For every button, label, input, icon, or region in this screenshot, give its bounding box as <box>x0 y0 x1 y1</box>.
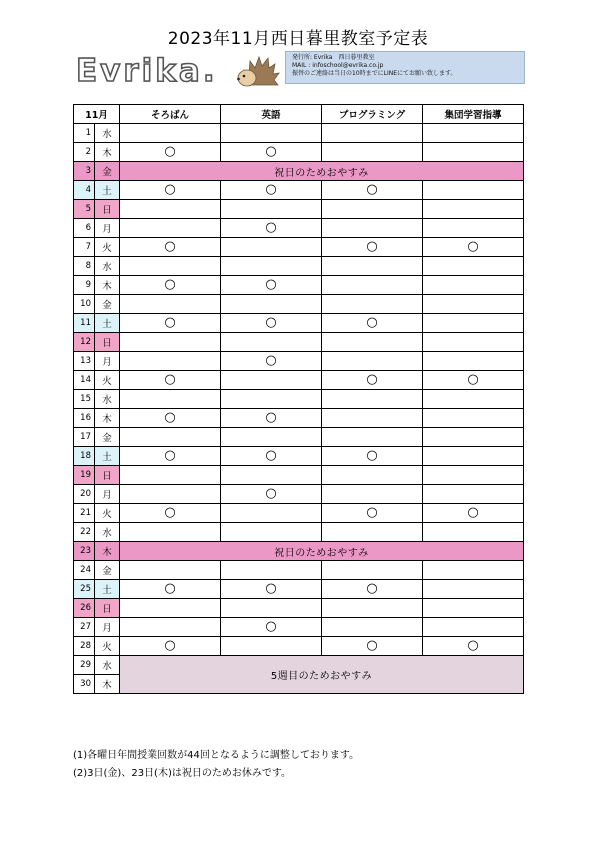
programming-cell <box>322 276 423 295</box>
day-number: 26 <box>74 599 95 618</box>
table-row <box>74 314 524 333</box>
class-mark-icon: ○ <box>366 447 378 463</box>
soroban-cell <box>120 124 221 143</box>
day-number: 11 <box>74 314 95 333</box>
weekday: 土 <box>95 447 120 466</box>
weekday: 火 <box>95 637 120 656</box>
day-number: 30 <box>74 675 95 694</box>
holiday-closed-cell: 祝日のためおやすみ <box>120 162 524 181</box>
page-title: 2023年11月西日暮里教室予定表 <box>167 29 429 49</box>
class-mark-icon: ○ <box>467 637 479 653</box>
weekday: 金 <box>95 162 120 181</box>
programming-cell <box>322 409 423 428</box>
header-row <box>74 105 524 124</box>
english-cell <box>221 618 322 637</box>
class-mark-icon: ○ <box>366 637 378 653</box>
soroban-cell <box>120 143 221 162</box>
english-cell <box>221 181 322 200</box>
day-number: 29 <box>74 656 95 675</box>
table-row <box>74 485 524 504</box>
group-study-cell <box>423 447 524 466</box>
soroban-cell <box>120 485 221 504</box>
english-cell <box>221 276 322 295</box>
month-header: 11月 <box>74 105 120 124</box>
table-row <box>74 466 524 485</box>
weekday: 水 <box>95 523 120 542</box>
english-cell <box>221 599 322 618</box>
class-mark-icon: ○ <box>265 276 277 292</box>
english-cell <box>221 561 322 580</box>
english-cell <box>221 295 322 314</box>
table-row <box>74 371 524 390</box>
weekday: 月 <box>95 352 120 371</box>
class-mark-icon: ○ <box>164 238 176 254</box>
table-row <box>74 181 524 200</box>
programming-cell <box>322 637 423 656</box>
table-row <box>74 504 524 523</box>
table-row <box>74 295 524 314</box>
day-number: 16 <box>74 409 95 428</box>
soroban-cell <box>120 257 221 276</box>
day-number: 17 <box>74 428 95 447</box>
soroban-cell <box>120 447 221 466</box>
class-mark-icon: ○ <box>164 580 176 596</box>
class-mark-icon: ○ <box>164 276 176 292</box>
programming-cell <box>322 447 423 466</box>
weekday: 月 <box>95 219 120 238</box>
table-row <box>74 561 524 580</box>
class-mark-icon: ○ <box>164 181 176 197</box>
info-box <box>285 51 525 84</box>
table-row <box>74 276 524 295</box>
english-cell <box>221 257 322 276</box>
class-mark-icon: ○ <box>467 371 479 387</box>
fifth-week-closed-cell: 5週目のためおやすみ <box>120 656 524 694</box>
weekday: 木 <box>95 542 120 561</box>
weekday: 木 <box>95 409 120 428</box>
group-study-cell <box>423 523 524 542</box>
table-row <box>74 542 524 561</box>
english-cell <box>221 219 322 238</box>
class-mark-icon: ○ <box>467 504 479 520</box>
soroban-cell <box>120 409 221 428</box>
weekday: 日 <box>95 200 120 219</box>
day-number: 20 <box>74 485 95 504</box>
class-mark-icon: ○ <box>164 143 176 159</box>
day-number: 19 <box>74 466 95 485</box>
svg-text:Evrika.: Evrika. <box>76 53 218 88</box>
class-mark-icon: ○ <box>265 447 277 463</box>
programming-header: プログラミング <box>322 105 423 124</box>
table-row <box>74 580 524 599</box>
english-cell <box>221 390 322 409</box>
group-study-cell <box>423 485 524 504</box>
weekday: 月 <box>95 618 120 637</box>
group-study-cell <box>423 295 524 314</box>
class-mark-icon: ○ <box>265 143 277 159</box>
english-cell <box>221 580 322 599</box>
weekday: 土 <box>95 314 120 333</box>
day-number: 4 <box>74 181 95 200</box>
soroban-cell <box>120 295 221 314</box>
weekday: 日 <box>95 599 120 618</box>
publisher-line: 発行所: Evrika 西日暮里教室 <box>292 54 375 61</box>
group-study-cell <box>423 124 524 143</box>
english-cell <box>221 333 322 352</box>
table-row <box>74 409 524 428</box>
soroban-cell <box>120 219 221 238</box>
soroban-cell <box>120 580 221 599</box>
class-mark-icon: ○ <box>164 447 176 463</box>
programming-cell <box>322 523 423 542</box>
class-mark-icon: ○ <box>164 409 176 425</box>
programming-cell <box>322 618 423 637</box>
english-cell <box>221 124 322 143</box>
soroban-cell <box>120 200 221 219</box>
schedule-table <box>73 104 524 694</box>
group-study-cell <box>423 371 524 390</box>
transfer-notice-line: 振替のご連絡は当日の10時までにLINEにてお願い致します。 <box>292 70 457 77</box>
programming-cell <box>322 371 423 390</box>
programming-cell <box>322 314 423 333</box>
class-mark-icon: ○ <box>265 485 277 501</box>
day-number: 7 <box>74 238 95 257</box>
english-cell <box>221 314 322 333</box>
programming-cell <box>322 295 423 314</box>
group-study-cell <box>423 219 524 238</box>
group-study-cell <box>423 257 524 276</box>
table-row <box>74 618 524 637</box>
english-cell <box>221 523 322 542</box>
group-study-cell <box>423 637 524 656</box>
class-mark-icon: ○ <box>467 238 479 254</box>
programming-cell <box>322 390 423 409</box>
day-number: 27 <box>74 618 95 637</box>
class-mark-icon: ○ <box>366 238 378 254</box>
notes <box>73 747 359 783</box>
programming-cell <box>322 257 423 276</box>
note-1: (1)各曜日年間授業回数が44回となるように調整しております。 <box>73 750 360 761</box>
english-cell <box>221 637 322 656</box>
english-cell <box>221 238 322 257</box>
programming-cell <box>322 561 423 580</box>
class-mark-icon: ○ <box>265 352 277 368</box>
soroban-cell <box>120 314 221 333</box>
weekday: 木 <box>95 675 120 694</box>
class-mark-icon: ○ <box>164 637 176 653</box>
evrika-logo <box>74 52 284 88</box>
group-study-cell <box>423 618 524 637</box>
day-number: 14 <box>74 371 95 390</box>
class-mark-icon: ○ <box>265 314 277 330</box>
day-number: 28 <box>74 637 95 656</box>
weekday: 土 <box>95 181 120 200</box>
group-study-cell <box>423 428 524 447</box>
soroban-cell <box>120 276 221 295</box>
group-study-cell <box>423 466 524 485</box>
class-mark-icon: ○ <box>265 409 277 425</box>
group-study-cell <box>423 599 524 618</box>
class-mark-icon: ○ <box>366 504 378 520</box>
class-mark-icon: ○ <box>366 371 378 387</box>
note-2: (2)3日(金)、23日(木)は祝日のためお休みです。 <box>73 768 292 779</box>
group-study-cell <box>423 314 524 333</box>
programming-cell <box>322 428 423 447</box>
day-number: 22 <box>74 523 95 542</box>
class-mark-icon: ○ <box>265 219 277 235</box>
programming-cell <box>322 580 423 599</box>
class-mark-icon: ○ <box>265 181 277 197</box>
programming-cell <box>322 504 423 523</box>
group-study-cell <box>423 580 524 599</box>
programming-cell <box>322 200 423 219</box>
table-row <box>74 162 524 181</box>
soroban-cell <box>120 333 221 352</box>
day-number: 24 <box>74 561 95 580</box>
group-study-cell <box>423 200 524 219</box>
group-study-cell <box>423 181 524 200</box>
class-mark-icon: ○ <box>164 314 176 330</box>
programming-cell <box>322 599 423 618</box>
weekday: 金 <box>95 561 120 580</box>
programming-cell <box>322 181 423 200</box>
class-mark-icon: ○ <box>265 580 277 596</box>
programming-cell <box>322 466 423 485</box>
weekday: 月 <box>95 485 120 504</box>
table-row <box>74 238 524 257</box>
programming-cell <box>322 352 423 371</box>
table-row <box>74 352 524 371</box>
programming-cell <box>322 238 423 257</box>
soroban-cell <box>120 523 221 542</box>
day-number: 21 <box>74 504 95 523</box>
group-study-header: 集団学習指導 <box>423 105 524 124</box>
group-study-cell <box>423 276 524 295</box>
day-number: 8 <box>74 257 95 276</box>
english-cell <box>221 200 322 219</box>
table-row <box>74 200 524 219</box>
day-number: 12 <box>74 333 95 352</box>
soroban-cell <box>120 390 221 409</box>
table-row <box>74 637 524 656</box>
weekday: 日 <box>95 333 120 352</box>
english-cell <box>221 352 322 371</box>
soroban-cell <box>120 466 221 485</box>
soroban-cell <box>120 618 221 637</box>
day-number: 10 <box>74 295 95 314</box>
english-cell <box>221 428 322 447</box>
programming-cell <box>322 124 423 143</box>
english-cell <box>221 447 322 466</box>
holiday-closed-cell: 祝日のためおやすみ <box>120 542 524 561</box>
soroban-cell <box>120 181 221 200</box>
weekday: 火 <box>95 371 120 390</box>
class-mark-icon: ○ <box>366 580 378 596</box>
group-study-cell <box>423 143 524 162</box>
day-number: 2 <box>74 143 95 162</box>
table-row <box>74 257 524 276</box>
day-number: 15 <box>74 390 95 409</box>
table-row <box>74 333 524 352</box>
group-study-cell <box>423 238 524 257</box>
english-cell <box>221 143 322 162</box>
soroban-cell <box>120 428 221 447</box>
group-study-cell <box>423 352 524 371</box>
weekday: 火 <box>95 504 120 523</box>
english-cell <box>221 504 322 523</box>
group-study-cell <box>423 561 524 580</box>
table-row <box>74 124 524 143</box>
group-study-cell <box>423 409 524 428</box>
weekday: 土 <box>95 580 120 599</box>
english-cell <box>221 466 322 485</box>
day-number: 9 <box>74 276 95 295</box>
soroban-cell <box>120 599 221 618</box>
soroban-header: そろばん <box>120 105 221 124</box>
soroban-cell <box>120 352 221 371</box>
weekday: 水 <box>95 124 120 143</box>
english-cell <box>221 485 322 504</box>
table-row <box>74 656 524 675</box>
english-header: 英語 <box>221 105 322 124</box>
table-row <box>74 390 524 409</box>
english-cell <box>221 409 322 428</box>
weekday: 水 <box>95 656 120 675</box>
weekday: 木 <box>95 276 120 295</box>
class-mark-icon: ○ <box>265 618 277 634</box>
soroban-cell <box>120 504 221 523</box>
weekday: 日 <box>95 466 120 485</box>
table-row <box>74 219 524 238</box>
table-row <box>74 447 524 466</box>
group-study-cell <box>423 390 524 409</box>
weekday: 水 <box>95 390 120 409</box>
weekday: 木 <box>95 143 120 162</box>
weekday: 火 <box>95 238 120 257</box>
mail-line: MAIL : infoschool@evrika.co.jp <box>292 62 384 69</box>
day-number: 13 <box>74 352 95 371</box>
hedgehog-icon <box>237 57 279 86</box>
class-mark-icon: ○ <box>366 181 378 197</box>
day-number: 25 <box>74 580 95 599</box>
programming-cell <box>322 485 423 504</box>
soroban-cell <box>120 561 221 580</box>
day-number: 6 <box>74 219 95 238</box>
day-number: 23 <box>74 542 95 561</box>
soroban-cell <box>120 637 221 656</box>
logo-graphic <box>74 52 284 88</box>
weekday: 金 <box>95 295 120 314</box>
group-study-cell <box>423 504 524 523</box>
programming-cell <box>322 219 423 238</box>
table-row <box>74 143 524 162</box>
weekday: 水 <box>95 257 120 276</box>
soroban-cell <box>120 371 221 390</box>
class-mark-icon: ○ <box>164 371 176 387</box>
programming-cell <box>322 333 423 352</box>
group-study-cell <box>423 333 524 352</box>
class-mark-icon: ○ <box>366 314 378 330</box>
weekday: 金 <box>95 428 120 447</box>
day-number: 5 <box>74 200 95 219</box>
day-number: 18 <box>74 447 95 466</box>
programming-cell <box>322 143 423 162</box>
class-mark-icon: ○ <box>164 504 176 520</box>
day-number: 3 <box>74 162 95 181</box>
day-number: 1 <box>74 124 95 143</box>
english-cell <box>221 371 322 390</box>
soroban-cell <box>120 238 221 257</box>
table-row <box>74 428 524 447</box>
table-row <box>74 599 524 618</box>
table-row <box>74 523 524 542</box>
